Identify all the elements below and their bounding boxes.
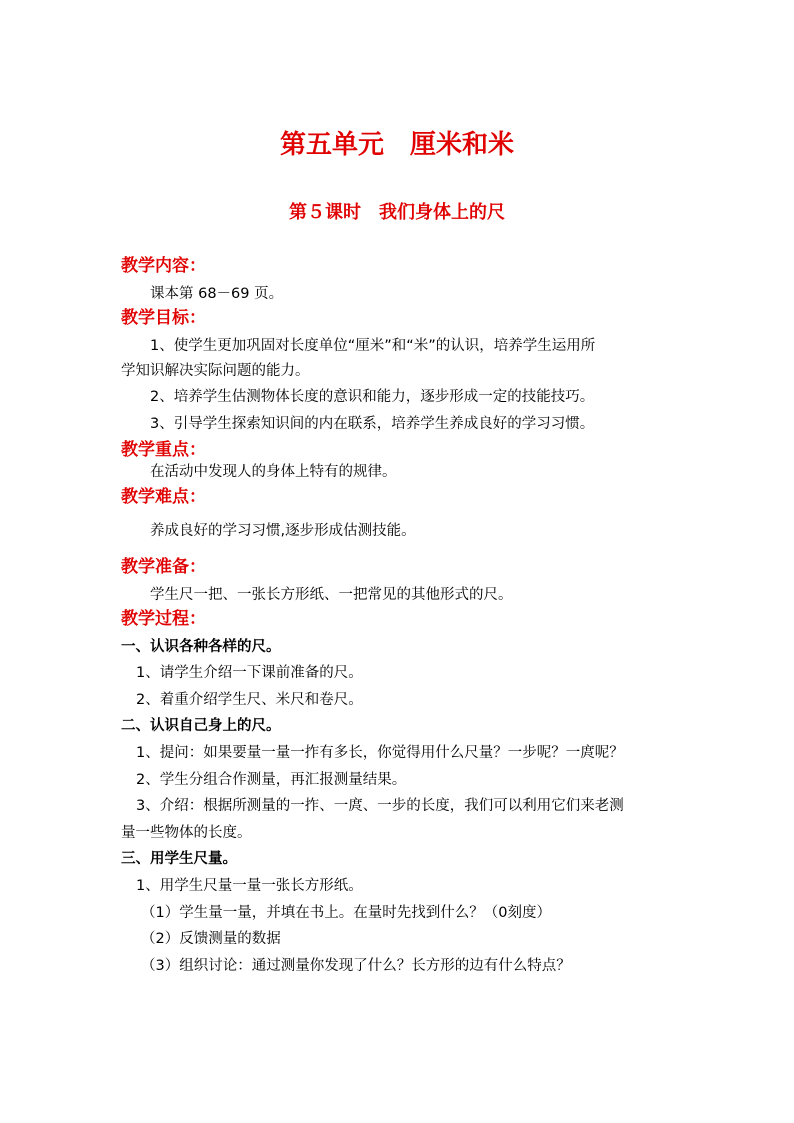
lesson-title: 第５课时 我们身体上的尺 (289, 202, 505, 223)
difficult-point-text: 养成良好的学习习惯,逐步形成估测技能。 (150, 523, 416, 539)
process-part-3-item-1: 1、用学生尺量一量一张长方形纸。 (136, 878, 363, 894)
process-part-2-item-1: 1、提问：如果要量一量一拃有多长，你觉得用什么尺量？一步呢？一庹呢？ (136, 745, 624, 761)
preparation-heading: 教学准备： (121, 557, 206, 577)
process-part-2-item-2: 2、学生分组合作测量，再汇报测量结果。 (136, 772, 407, 788)
goal-3: 3、引导学生探索知识间的内在联系，培养学生养成良好的学习习惯。 (150, 416, 595, 432)
process-part-2-title: 二、认识自己身上的尺。 (121, 718, 281, 734)
process-part-3-title: 三、用学生尺量。 (121, 851, 237, 867)
teaching-goals-heading: 教学目标： (121, 308, 206, 328)
unit-title: 第五单元 厘米和米 (279, 130, 514, 160)
key-point-heading: 教学重点： (121, 440, 206, 460)
process-part-2-item-3-line-2: 量一些物体的长度。 (121, 825, 252, 841)
preparation-text: 学生尺一把、一张长方形纸、一把常见的其他形式的尺。 (150, 587, 513, 603)
difficult-point-heading: 教学难点： (121, 487, 206, 507)
process-part-3-sub-1: （1）学生量一量，并填在书上。在量时先找到什么？（0刻度） (141, 905, 551, 921)
process-part-3-sub-2: （2）反馈测量的数据 (141, 931, 281, 947)
goal-1-line-1: 1、使学生更加巩固对长度单位“厘米”和“米”的认识，培养学生运用所 (150, 338, 596, 354)
process-part-3-sub-3: （3）组织讨论：通过测量你发现了什么？长方形的边有什么特点？ (141, 958, 571, 974)
goal-1-line-2: 学知识解决实际问题的能力。 (121, 363, 310, 379)
key-point-text: 在活动中发现人的身体上特有的规律。 (150, 464, 397, 480)
goal-2: 2、培养学生估测物体长度的意识和能力，逐步形成一定的技能技巧。 (150, 389, 595, 405)
process-part-1-item-2: 2、着重介绍学生尺、米尺和卷尺。 (136, 692, 363, 708)
teaching-content-heading: 教学内容： (121, 256, 206, 276)
process-part-1-item-1: 1、请学生介绍一下课前准备的尺。 (136, 665, 363, 681)
teaching-content-text: 课本第 68－69 页。 (150, 286, 284, 302)
teaching-process-heading: 教学过程： (121, 609, 206, 629)
process-part-2-item-3-line-1: 3、介绍：根据所测量的一拃、一庹、一步的长度，我们可以利用它们来老测 (136, 798, 624, 814)
process-part-1-title: 一、认识各种各样的尺。 (121, 639, 281, 655)
